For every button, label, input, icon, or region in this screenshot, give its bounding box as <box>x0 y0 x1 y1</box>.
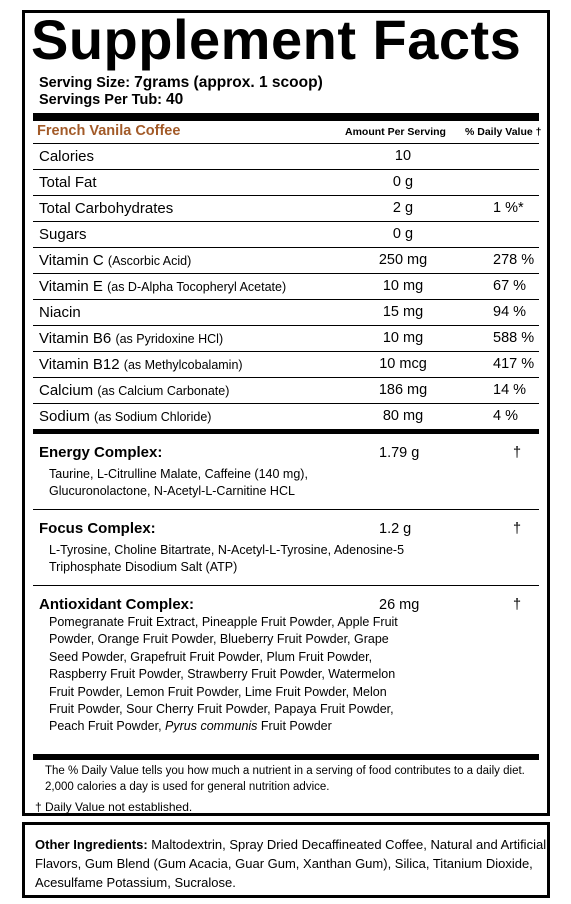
nutrient-daily-value: 67 % <box>493 278 527 294</box>
nutrient-amount: 186 mg <box>378 382 428 398</box>
servings-per-value: 40 <box>166 91 184 108</box>
nutrient-source: (as Pyridoxine HCl) <box>115 332 224 346</box>
servings-per-label: Servings Per Tub: <box>39 92 163 108</box>
complex-ingredients <box>49 614 404 736</box>
nutrient-label: Sugars <box>39 226 87 243</box>
nutrient-label: Vitamin B6 <box>39 330 112 347</box>
nutrient-name <box>39 278 286 295</box>
complex-ingredients: Taurine, L-Citrulline Malate, Caffeine (140 mg), Glucuronolactone, N-Acetyl-L-Carnitine HCL <box>49 467 308 499</box>
nutrient-row <box>33 300 539 326</box>
nutrient-row <box>33 352 539 378</box>
amount-column-header: Amount Per Serving <box>345 126 446 138</box>
nutrient-daily-value: 588 % <box>493 330 535 346</box>
servings-per-container <box>39 91 183 109</box>
nutrient-row <box>33 144 539 170</box>
dagger-footnote: † Daily Value not established. <box>35 800 193 814</box>
nutrient-name <box>39 174 97 191</box>
panel-title: Supplement Facts <box>31 8 522 71</box>
nutrient-source: (as Calcium Carbonate) <box>97 384 230 398</box>
serving-size-label: Serving Size: <box>39 75 131 91</box>
complex-row-focus <box>33 510 539 586</box>
complex-daily-value: † <box>513 445 522 461</box>
nutrient-row <box>33 196 539 222</box>
nutrient-amount: 10 <box>394 148 412 164</box>
nutrient-label: Vitamin B12 <box>39 356 120 373</box>
complex-amount: 26 mg <box>379 597 420 613</box>
nutrient-name <box>39 356 243 373</box>
nutrient-row <box>33 170 539 196</box>
complex-ingredients: L-Tyrosine, Choline Bitartrate, N-Acetyl-L-Tyrosine, Adenosine-5 Triphosphate Disodium Salt (ATP) <box>49 543 405 575</box>
nutrient-name <box>39 148 94 165</box>
complex-name: Antioxidant Complex: <box>39 596 195 613</box>
nutrient-daily-value: 14 % <box>493 382 527 398</box>
nutrient-amount: 0 g <box>392 226 414 242</box>
daily-value-column-header: % Daily Value † <box>465 126 542 138</box>
nutrient-label: Niacin <box>39 304 81 321</box>
nutrient-name <box>39 304 81 321</box>
ingredients-text: Pomegranate Fruit Extract, Pineapple Fruit Powder, Apple Fruit Powder, Orange Fruit Powder, Blueberry Fruit Powder, Grape Seed Powder, Grapefruit Fruit Powder, Plum Fruit Powder, Raspberry Fruit Powder, Strawberry Fruit Powder, Watermelon Fruit Powder, Lemon Fruit Powder, Lime Fruit Powder, Melon Fruit Powder, Sour Cherry Fruit Powder, Papaya Fruit Powder, Peach Fruit Powder, <box>49 615 398 734</box>
nutrient-label: Sodium <box>39 408 90 425</box>
complex-bottom-divider <box>33 754 539 760</box>
nutrient-label: Total Carbohydrates <box>39 200 174 217</box>
nutrient-amount: 10 mcg <box>379 356 427 372</box>
nutrient-name <box>39 408 211 425</box>
nutrient-daily-value: 417 % <box>493 356 535 372</box>
other-ingredients-box <box>22 822 550 898</box>
complex-daily-value: † <box>513 597 522 613</box>
nutrient-daily-value: 4 % <box>493 408 518 424</box>
nutrient-source: (as Methylcobalamin) <box>123 358 243 372</box>
nutrient-daily-value: 278 % <box>493 252 535 268</box>
nutrient-amount: 80 mg <box>382 408 424 424</box>
nutrient-name <box>39 200 173 217</box>
other-ingredients-text: Maltodextrin, Spray Dried Decaffineated Coffee, Natural and Artificial Flavors, Gum Blend (Gum Acacia, Guar Gum, Xanthan Gum), Silica, Titanium Dioxide, Acesulfame Potassium, Sucralose. <box>35 837 547 890</box>
product-flavor: French Vanila Coffee <box>37 123 181 139</box>
nutrient-label: Vitamin C <box>39 252 104 269</box>
nutrient-name <box>39 382 229 399</box>
nutrient-source: (as Sodium Chloride) <box>94 410 212 424</box>
complex-amount: 1.79 g <box>379 445 420 461</box>
nutrient-amount: 15 mg <box>382 304 424 320</box>
nutrient-amount: 10 mg <box>382 278 424 294</box>
complex-name: Energy Complex: <box>39 444 163 461</box>
complex-row-energy <box>33 434 539 510</box>
nutrient-label: Calcium <box>39 382 94 399</box>
nutrient-daily-value: 1 %* <box>493 200 524 216</box>
nutrient-amount: 2 g <box>392 200 414 216</box>
serving-size <box>39 74 323 92</box>
nutrient-row <box>33 274 539 300</box>
daily-value-footnote: The % Daily Value tells you how much a nutrient in a serving of food contributes to a daily diet. 2,000 calories a day is used for general nutrition advice. <box>45 765 525 793</box>
supplement-facts-panel <box>22 10 550 816</box>
nutrient-source: (Ascorbic Acid) <box>107 254 192 268</box>
nutrient-name <box>39 252 191 269</box>
nutrient-amount: 250 mg <box>378 252 428 268</box>
other-ingredients-label: Other Ingredients: <box>35 837 148 852</box>
serving-size-value: 7grams (approx. 1 scoop) <box>134 74 323 91</box>
thick-divider <box>33 113 539 121</box>
nutrient-label: Calories <box>39 148 95 165</box>
complex-name: Focus Complex: <box>39 520 156 537</box>
nutrient-row <box>33 248 539 274</box>
nutrient-label: Vitamin E <box>39 278 103 295</box>
nutrient-source: (as D-Alpha Tocopheryl Acetate) <box>107 280 287 294</box>
nutrient-row <box>33 378 539 404</box>
nutrient-label: Total Fat <box>39 174 97 191</box>
nutrient-row <box>33 326 539 352</box>
nutrient-daily-value: 94 % <box>493 304 527 320</box>
complex-amount: 1.2 g <box>379 521 412 537</box>
ingredients-end: Fruit Powder <box>260 719 332 734</box>
complex-row-antioxidant <box>33 586 539 754</box>
ingredients-italic: Pyrus communis <box>165 719 258 734</box>
nutrient-amount: 10 mg <box>382 330 424 346</box>
nutrient-amount: 0 g <box>392 174 414 190</box>
nutrient-row <box>33 404 539 430</box>
complex-daily-value: † <box>513 521 522 537</box>
nutrient-name <box>39 226 87 243</box>
nutrient-name <box>39 330 223 347</box>
nutrient-row <box>33 222 539 248</box>
